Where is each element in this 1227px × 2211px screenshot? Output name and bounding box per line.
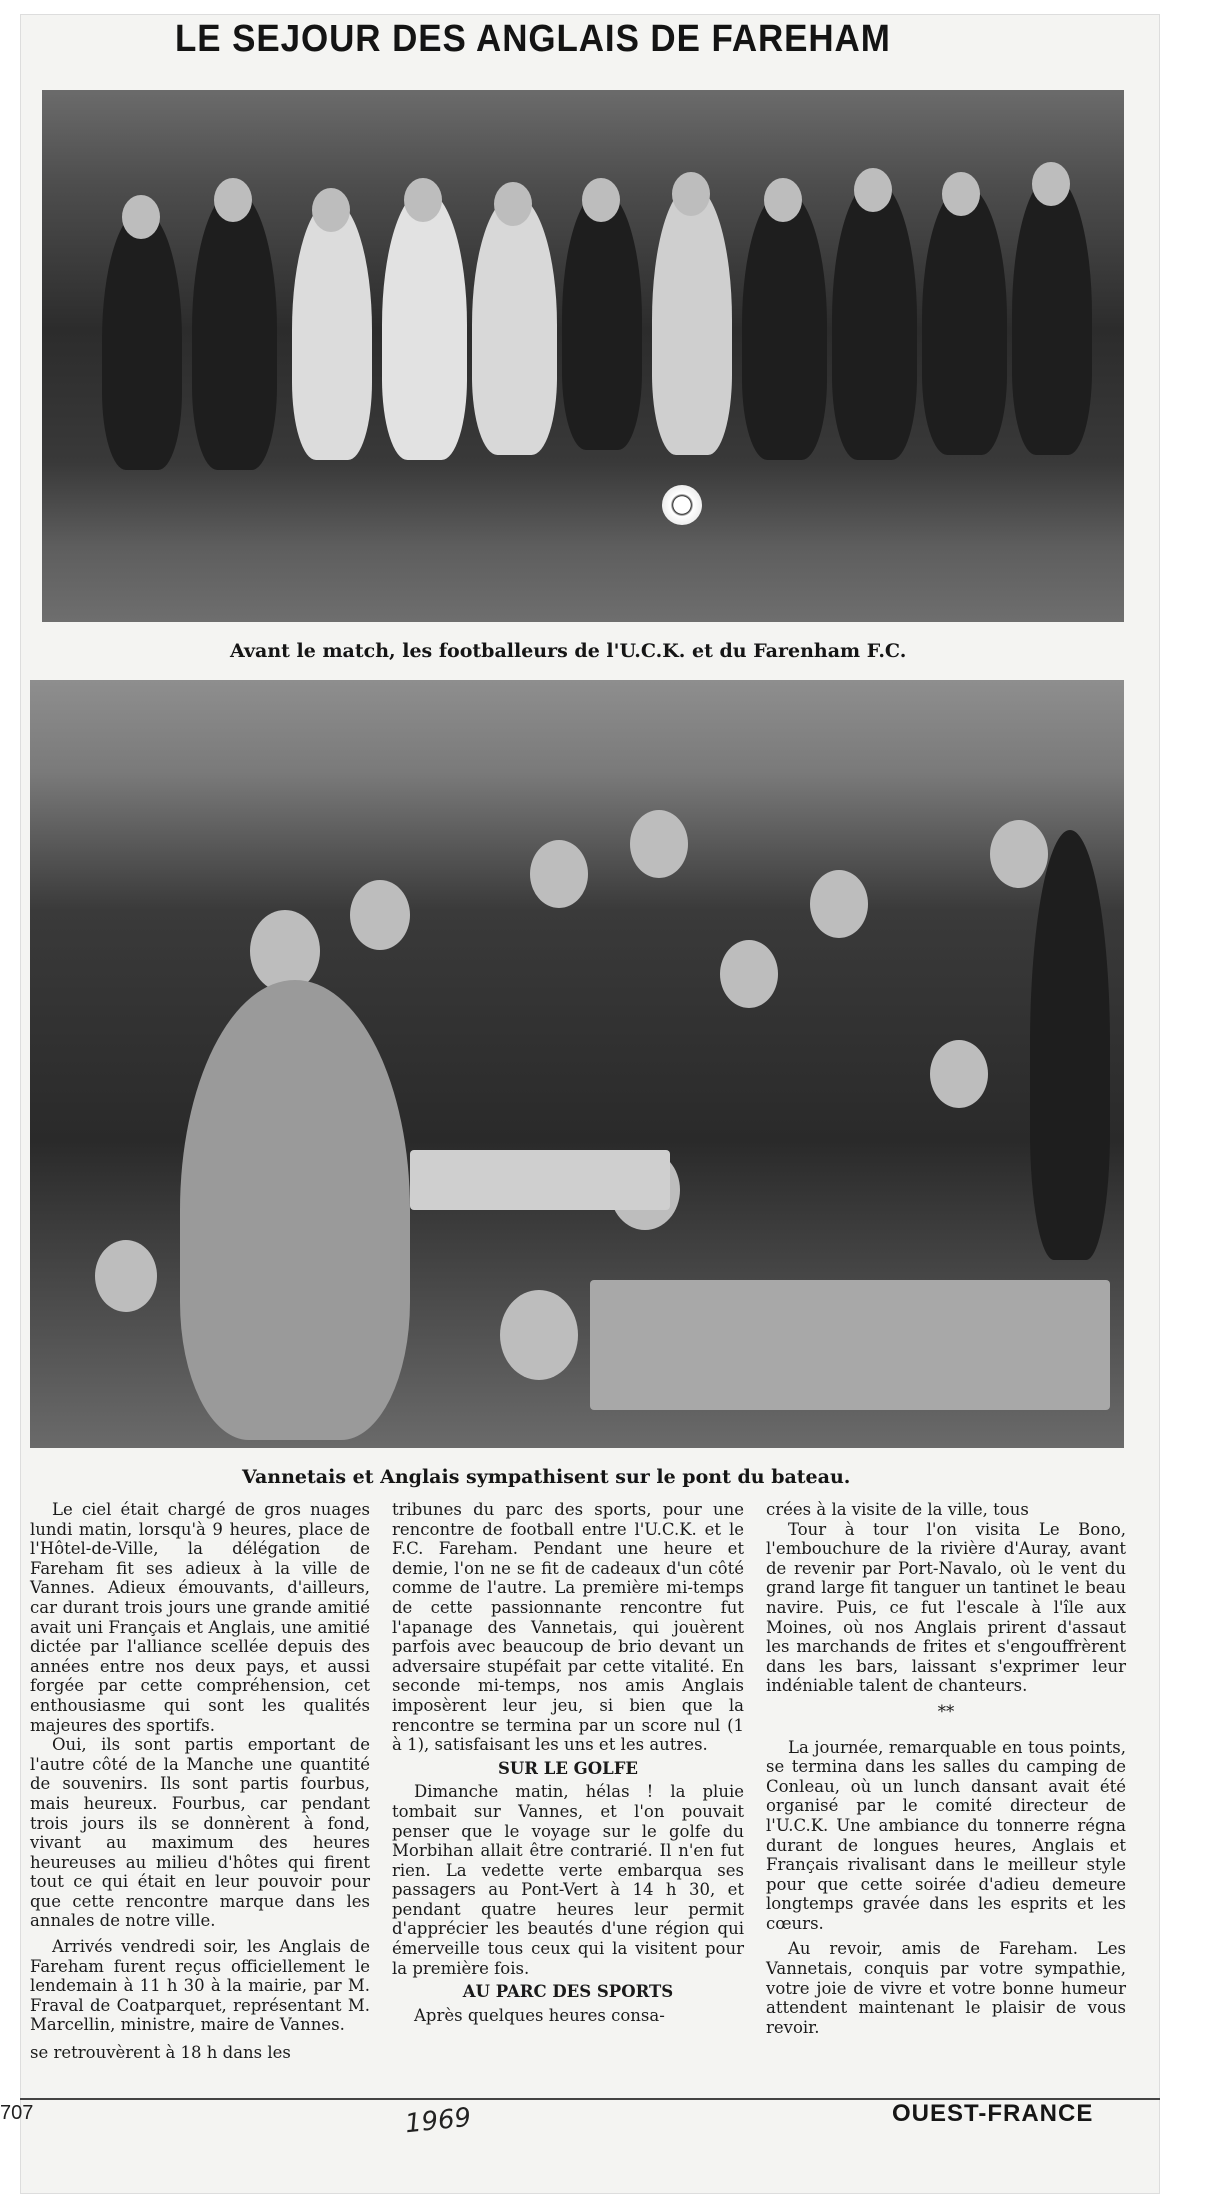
- article-column-2: [392, 1500, 744, 2025]
- paragraph: se retrouvèrent à 18 h dans les: [30, 2043, 291, 2063]
- team-photo: [42, 90, 1124, 622]
- paragraph: Au revoir, amis de Fareham. Les Vannetais, conquis par votre sympathie, votre joie de vivre et votre bonne humeur attendent maintenant le plaisir de vous revoir.: [766, 1939, 1126, 2037]
- subheading-parc: AU PARC DES SPORTS: [462, 1982, 674, 2002]
- paragraph: Dimanche matin, hélas ! la pluie tombait sur Vannes, et l'on pouvait penser que le voyage sur le golfe du Morbihan allait être contrarié. Il n'en fut rien. La vedette verte embarqua ses passagers au Pont-Vert à 14 h 30, et pendant quatre heures leur permit d'apprécier les beautés d'une région qui émerveille tous ceux qui la visitent pour la première fois.: [392, 1782, 744, 1978]
- paragraph: crées à la visite de la ville, tous: [766, 1500, 1029, 1519]
- paragraph: Le ciel était chargé de gros nuages lundi matin, lorsqu'à 9 heures, place de l'Hôtel-de-Ville, la délégation de Fareham fit ses adieux à la ville de Vannes. Adieux émouvants, d'ailleurs, car durant trois jours une grande amitié avait uni Français et Anglais, une amitié dictée par l'alliance scellée depuis des années entre nos deux pays, et aussi forgée par cette compréhension, cet enthousiasme qui sont les qualités majeures des sportifs.: [30, 1500, 370, 1735]
- boat-photo: [30, 680, 1124, 1448]
- football: [662, 485, 702, 525]
- newspaper-name: OUEST-FRANCE: [892, 2100, 1094, 2127]
- paragraph: tribunes du parc des sports, pour une rencontre de football entre l'U.C.K. et le F.C. Fareham. Pendant une heure et demie, l'on ne se fit de cadeaux d'un côté comme de l'autre. La première mi-temps de cette passionnante rencontre fut l'apanage des Vannetais, qui jouèrent parfois avec beaucoup de brio devant un adversaire stupéfait par cette vitalité. En seconde mi-temps, nos amis Anglais imposèrent leur jeu, si bien que la rencontre se termina par un score nul (1 à 1), satisfaisant les uns et les autres.: [392, 1500, 744, 1755]
- paragraph: Après quelques heures consa-: [414, 2005, 665, 2025]
- paragraph: Tour à tour l'on visita Le Bono, l'embouchure de la rivière d'Auray, avant de revenir par Port-Navalo, où le vent du grand large fit tanguer un tantinet le beau navire. Puis, ce fut l'escale à l'île aux Moines, où nos Anglais prirent d'assaut les marchands de frites et s'engouffrèrent dans les bars, laissant s'exprimer leur indéniable talent de chanteurs.: [766, 1519, 1126, 1696]
- article-column-3: [766, 1500, 1126, 2037]
- paragraph: Oui, ils sont partis emportant de l'autre côté de la Manche une quantité de souvenirs. Ils sont partis fourbus, mais heureux. Fourbus, car pendant trois jours ils se donnèrent à fond, vivant au maximum des heures heureuses au milieu d'hôtes qui firent tout ce qui était en leur pouvoir pour que cette rencontre marque dans les annales de notre ville.: [30, 1735, 370, 1931]
- handwritten-year: 1969: [403, 2102, 473, 2140]
- section-separator: **: [937, 1701, 955, 1721]
- paragraph: La journée, remarquable en tous points, se termina dans les salles du camping de Conleau, où un lunch dansant avait été organisé par le comité directeur de l'U.C.K. Une ambiance du tonnerre régna durant de longues heures, Anglais et Français rivalisant dans le meilleur style pour que cette soirée d'adieu demeure longtemps gravée dans les esprits et les cœurs.: [766, 1737, 1126, 1933]
- boat-photo-caption: Vannetais et Anglais sympathisent sur le pont du bateau.: [242, 1466, 851, 1488]
- subheading-golfe: SUR LE GOLFE: [497, 1758, 639, 1778]
- paragraph: Arrivés vendredi soir, les Anglais de Fareham furent reçus officiellement le lendemain à 11 h 30 à la mairie, par M. Fraval de Coatparquet, représentant M. Marcellin, ministre, maire de Vannes.: [30, 1937, 370, 2035]
- article-headline: LE SEJOUR DES ANGLAIS DE FAREHAM: [175, 18, 891, 60]
- page-mark: 707: [0, 2102, 34, 2124]
- team-photo-caption: Avant le match, les footballeurs de l'U.C.K. et du Farenham F.C.: [230, 640, 907, 662]
- article-column-1: [30, 1500, 370, 2063]
